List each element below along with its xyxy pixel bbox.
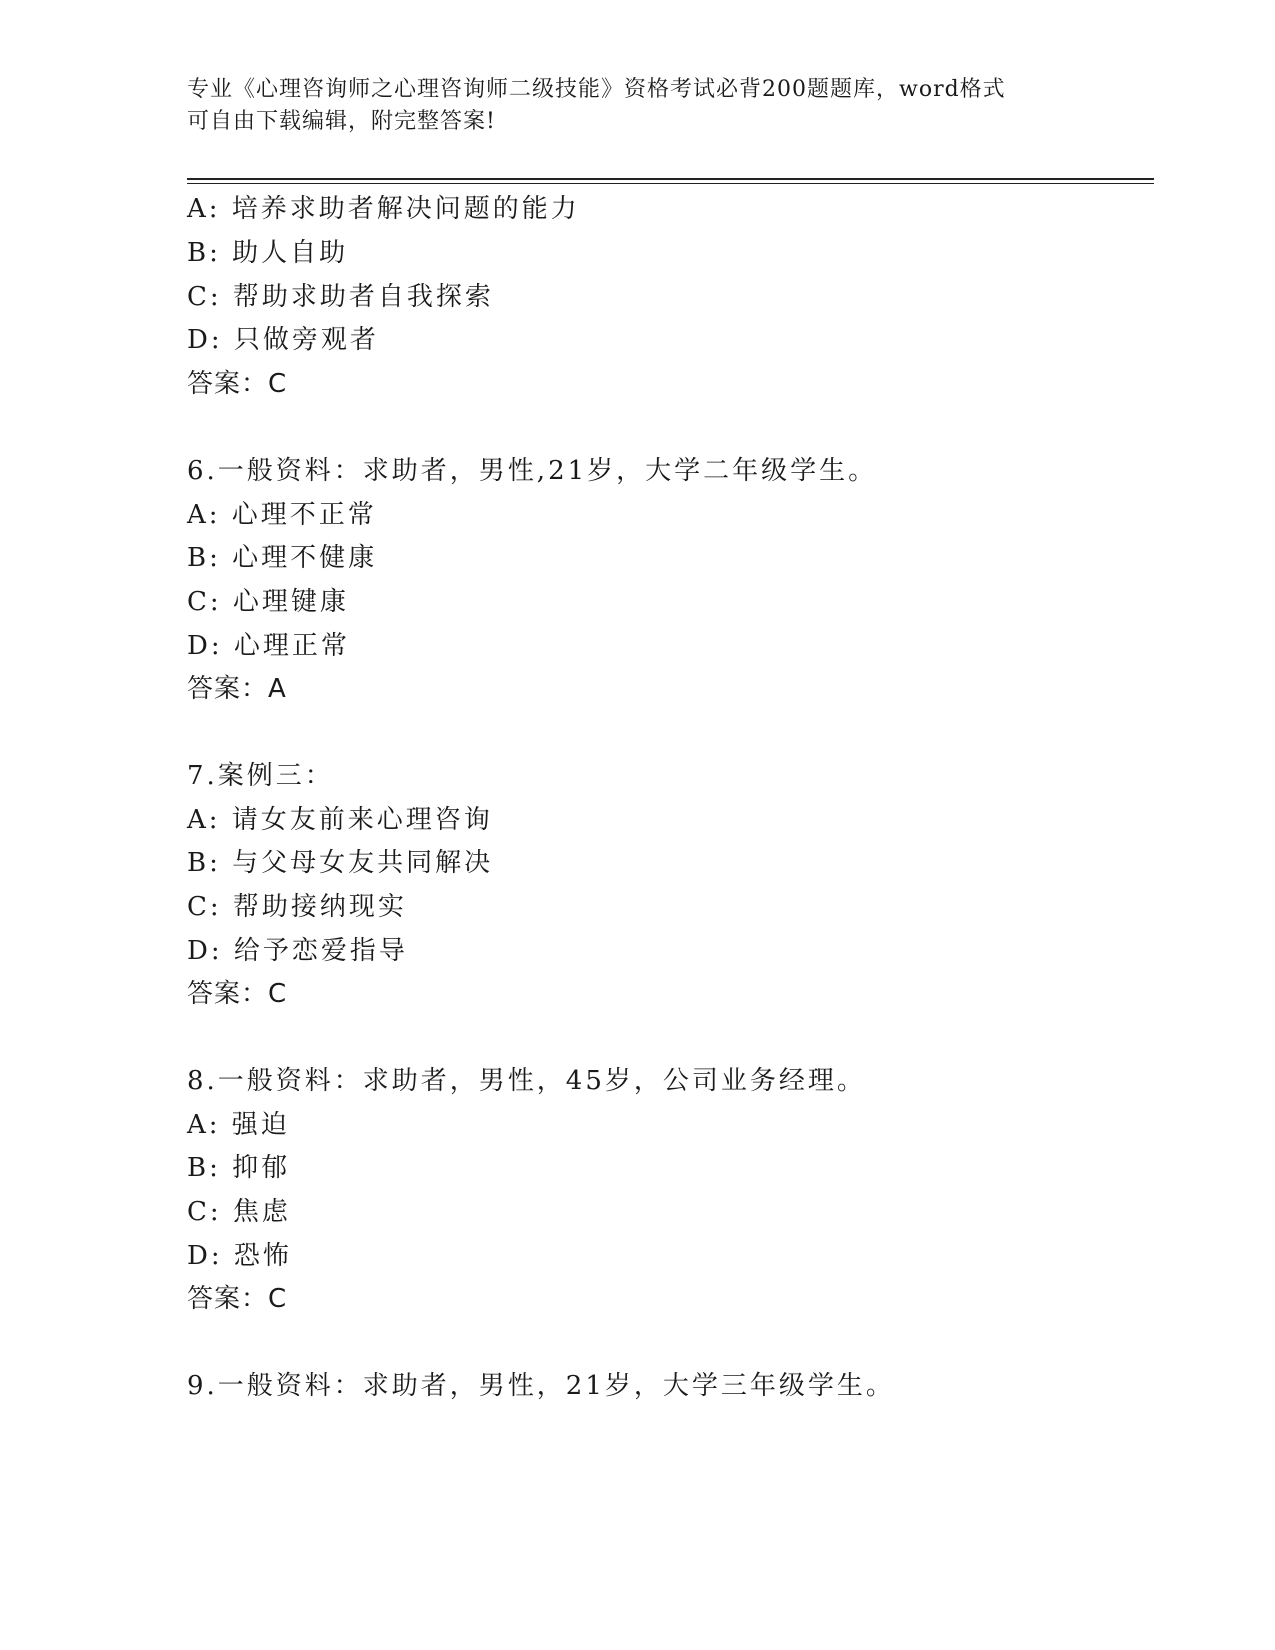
q8-option-b: B: 抑郁 <box>187 1153 291 1183</box>
header-rule-thick <box>187 178 1154 180</box>
q5-answer: 答案：C <box>187 369 288 399</box>
q7-answer: 答案：C <box>187 979 288 1009</box>
q7-option-c: C: 帮助接纳现实 <box>187 892 407 922</box>
q8-option-d: D: 恐怖 <box>187 1241 292 1271</box>
q6-option-b: B: 心理不健康 <box>187 543 378 573</box>
header-line-2: 可自由下载编辑，附完整答案! <box>187 109 496 134</box>
q6-option-a: A: 心理不正常 <box>187 500 377 530</box>
q7-option-d: D: 给予恋爱指导 <box>187 936 408 966</box>
q7-option-b: B: 与父母女友共同解决 <box>187 848 494 878</box>
q8-option-c: C: 焦虑 <box>187 1197 291 1227</box>
q5-option-a: A: 培养求助者解决问题的能力 <box>187 194 580 224</box>
q7-option-a: A: 请女友前来心理咨询 <box>187 805 493 835</box>
q5-option-c: C: 帮助求助者自我探索 <box>187 282 494 312</box>
q7-question: 7.案例三： <box>187 761 334 791</box>
q8-answer: 答案：C <box>187 1284 288 1314</box>
q6-option-c: C: 心理键康 <box>187 587 349 617</box>
q6-answer: 答案：A <box>187 674 287 704</box>
document-header <box>187 74 1087 138</box>
header-line-1: 专业《心理咨询师之心理咨询师二级技能》资格考试必背200题题库，word格式 <box>187 77 1006 102</box>
q8-question: 8.一般资料：求助者，男性，45岁，公司业务经理。 <box>187 1066 866 1096</box>
q9-question: 9.一般资料：求助者，男性，21岁，大学三年级学生。 <box>187 1371 895 1401</box>
q5-option-d: D: 只做旁观者 <box>187 325 379 355</box>
q8-option-a: A: 强迫 <box>187 1110 290 1140</box>
q6-option-d: D: 心理正常 <box>187 631 350 661</box>
q6-question: 6.一般资料：求助者，男性,21岁，大学二年级学生。 <box>187 456 878 486</box>
header-rule-thin <box>187 183 1154 184</box>
q5-option-b: B: 助人自助 <box>187 238 349 268</box>
